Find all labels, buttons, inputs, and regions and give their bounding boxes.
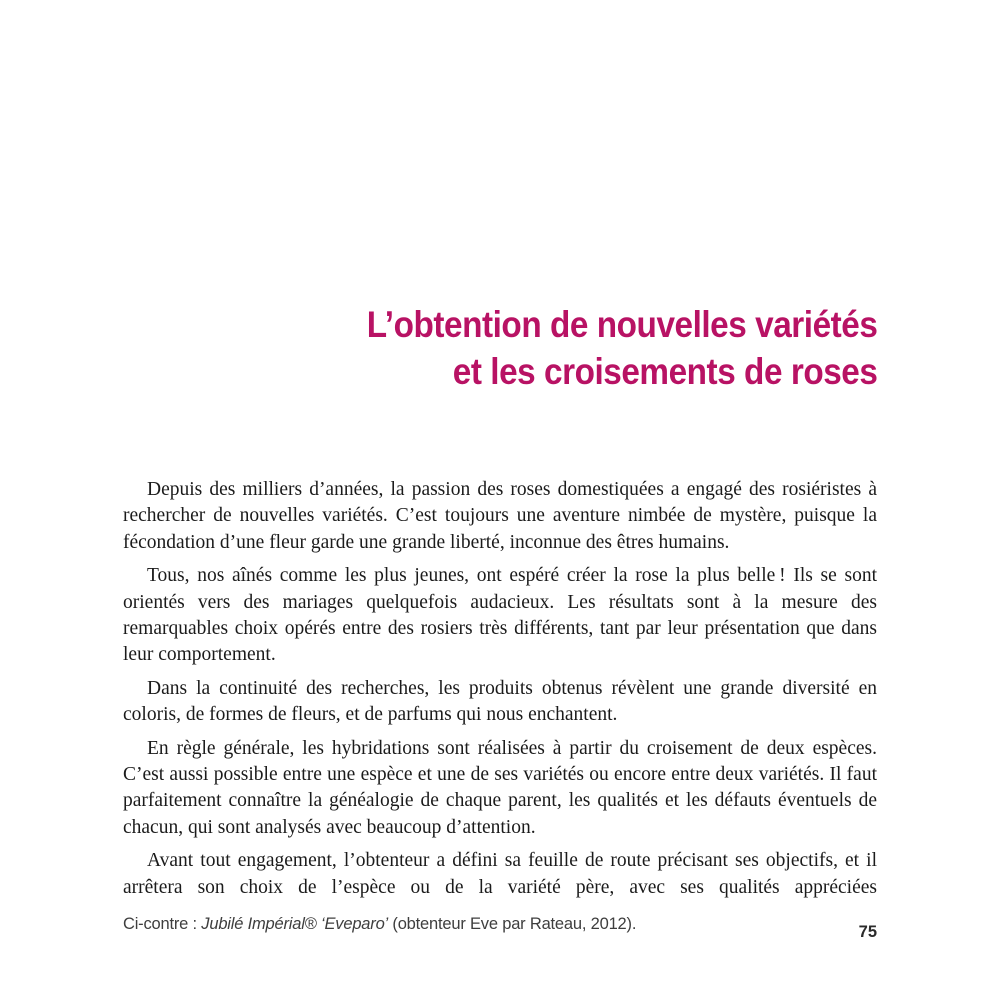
chapter-title — [366, 301, 877, 395]
caption-prefix: Ci-contre : — [123, 915, 202, 933]
page-number: 75 — [858, 923, 877, 941]
paragraph: Avant tout engagement, l’obtenteur a défini sa feuille de route précisant ses objectifs, et il arrêtera son choix de l’espèce ou de la variété père, avec ses qualités appréciées — [123, 850, 877, 898]
caption-suffix: (obtenteur Eve par Rateau, 2012). — [388, 915, 637, 933]
paragraph: En règle générale, les hybridations sont réalisées à partir du croisement de deux espèces. C’est aussi possible entre une espèce et une de ses variétés ou encore entre deux variétés. Il faut parfaitement connaître la généalogie de chaque parent, les qualités et les défauts éventuels de chacun, qui sont analysés avec beaucoup d’attention. — [123, 737, 877, 838]
caption-cultivar-name: Jubilé Impérial® ‘Eveparo’ — [201, 915, 389, 933]
body-text — [123, 477, 877, 908]
image-caption — [123, 913, 636, 935]
paragraph: Dans la continuité des recherches, les produits obtenus révèlent une grande diversité en coloris, de formes de fleurs, et de parfums qui nous enchantent. — [123, 677, 877, 726]
page-footer — [123, 913, 877, 942]
chapter-title-line1: L’obtention de nouvelles variétés — [366, 304, 877, 345]
chapter-title-line2: et les croisements de roses — [452, 351, 877, 392]
paragraph: Depuis des milliers d’années, la passion des roses domestiquées a engagé des rosiéristes à rechercher de nouvelles variétés. C’est toujours une aventure nimbée de mystère, puisque la fécondation d’une fleur garde une grande liberté, inconnue des êtres humains. — [123, 479, 877, 553]
paragraph: Tous, nos aînés comme les plus jeunes, ont espéré créer la rose la plus belle ! Ils se sont orientés vers des mariages quelquefois audacieux. Les résultats sont à la mesure des remarquables choix opérés entre des rosiers très différents, tant par leur présentation que dans leur comportement. — [123, 565, 877, 666]
